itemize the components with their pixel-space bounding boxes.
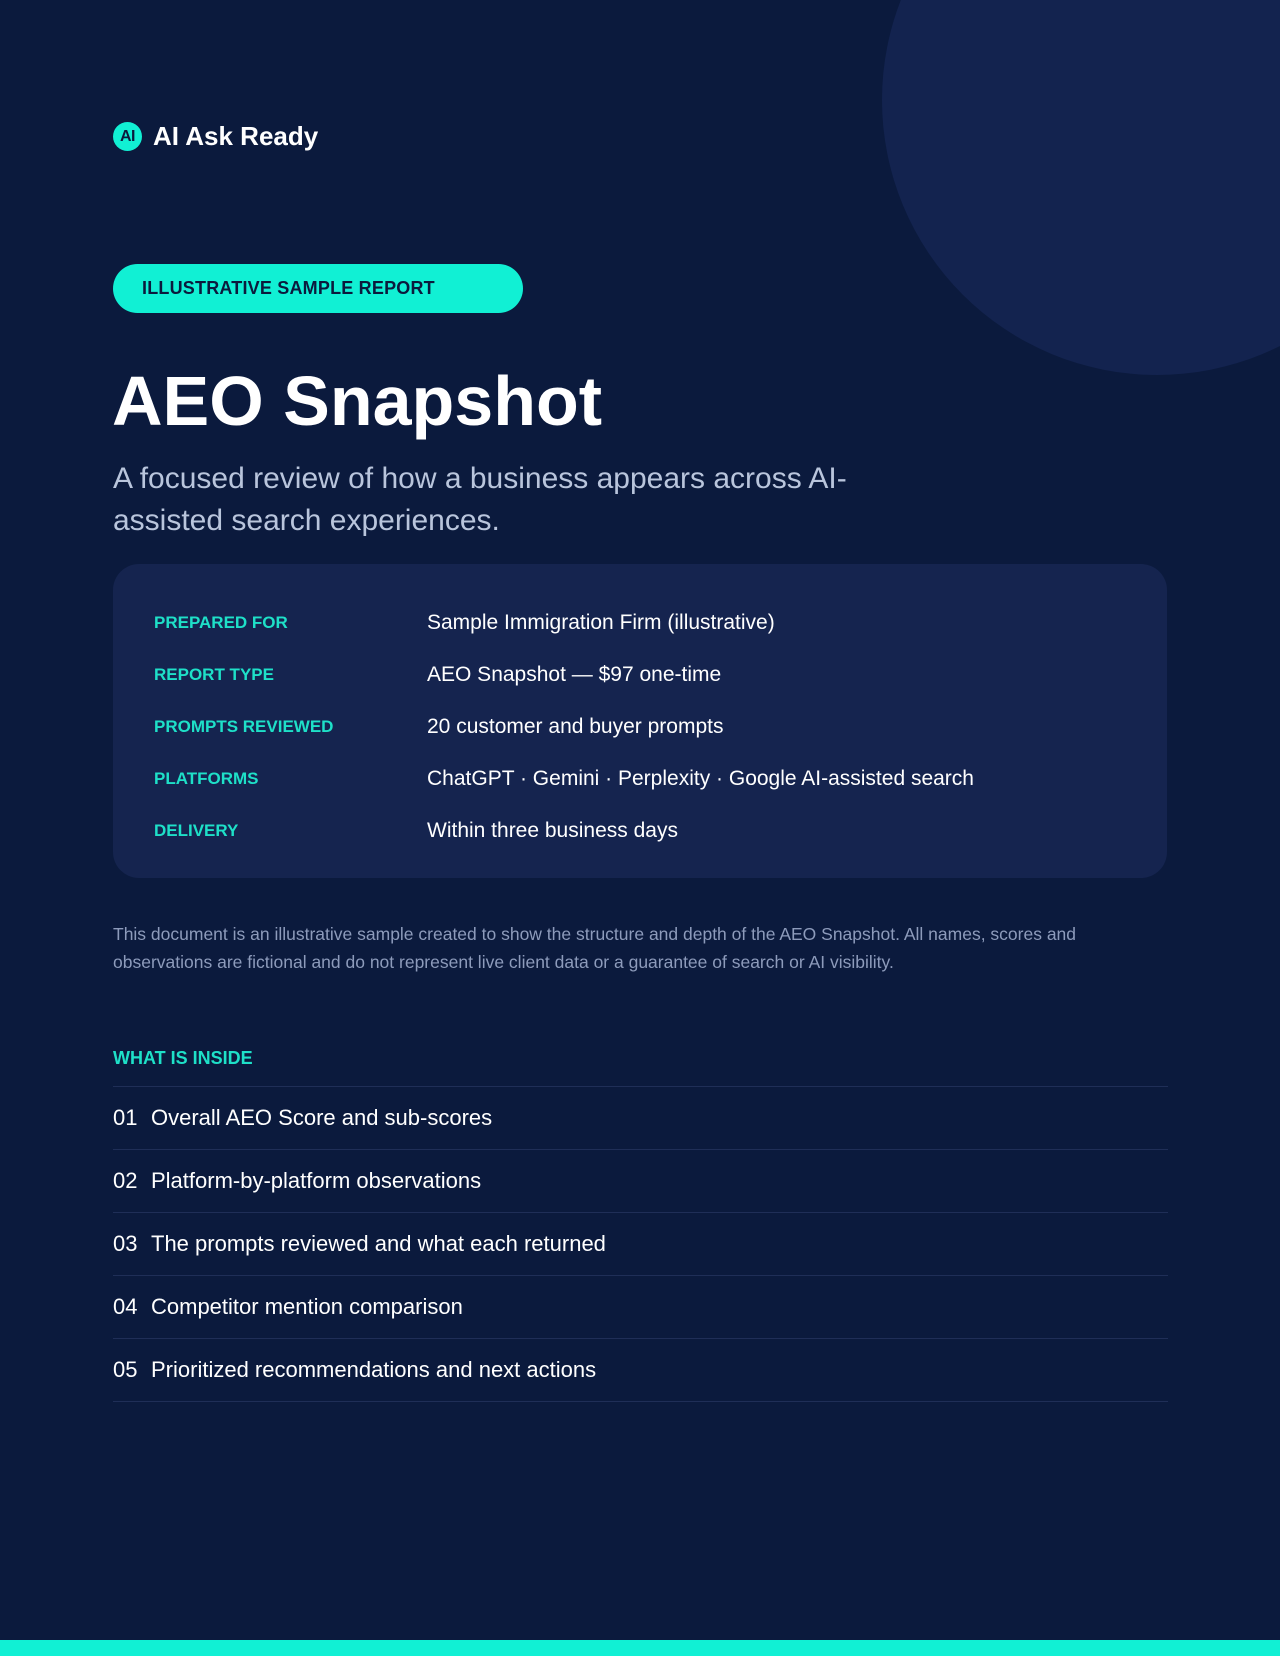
report-details-card bbox=[113, 564, 1167, 878]
list-item bbox=[113, 1339, 1168, 1402]
detail-label: PLATFORMS bbox=[154, 769, 259, 788]
detail-value: Sample Immigration Firm (illustrative) bbox=[427, 611, 775, 634]
detail-row-delivery bbox=[113, 805, 1167, 857]
list-item bbox=[113, 1150, 1168, 1213]
brand-logo-icon: AI bbox=[113, 122, 142, 151]
list-item-number: 05 bbox=[113, 1357, 138, 1382]
detail-label: DELIVERY bbox=[154, 821, 239, 840]
detail-value: Within three business days bbox=[427, 819, 678, 842]
detail-label: REPORT TYPE bbox=[154, 665, 274, 684]
sample-report-badge: ILLUSTRATIVE SAMPLE REPORT bbox=[113, 264, 523, 313]
list-item-text: Platform-by-platform observations bbox=[151, 1168, 482, 1193]
list-item-number: 03 bbox=[113, 1231, 138, 1256]
detail-row-prepared-for bbox=[113, 597, 1167, 649]
list-item-text: Overall AEO Score and sub-scores bbox=[151, 1105, 493, 1130]
list-item-text: The prompts reviewed and what each returned bbox=[151, 1231, 606, 1256]
detail-value: AEO Snapshot — $97 one-time bbox=[427, 663, 722, 686]
brand-name: AI Ask Ready bbox=[153, 121, 319, 151]
list-item bbox=[113, 1213, 1168, 1276]
list-item-text: Prioritized recommendations and next actions bbox=[151, 1357, 597, 1382]
page-title: AEO Snapshot bbox=[112, 362, 603, 440]
detail-value: 20 customer and buyer prompts bbox=[427, 715, 724, 738]
disclaimer-text: This document is an illustrative sample created to show the structure and depth of the AEO Snapshot. All names, scores and observations are fictional and do not represent live client data or a guarantee of search or AI visibility. bbox=[113, 924, 1077, 972]
section-heading-what-is-inside: WHAT IS INSIDE bbox=[113, 1048, 253, 1068]
list-item-number: 04 bbox=[113, 1294, 138, 1319]
list-item bbox=[113, 1087, 1168, 1150]
brand-header bbox=[113, 121, 318, 152]
detail-label: PROMPTS REVIEWED bbox=[154, 717, 334, 736]
detail-label: PREPARED FOR bbox=[154, 613, 288, 632]
list-item-number: 02 bbox=[113, 1168, 138, 1193]
accent-footer-bar bbox=[0, 1640, 1280, 1656]
detail-row-platforms bbox=[113, 753, 1167, 805]
list-item bbox=[113, 1276, 1168, 1339]
contents-list bbox=[113, 1086, 1168, 1402]
decorative-circle bbox=[882, 0, 1280, 375]
list-item-number: 01 bbox=[113, 1105, 138, 1130]
detail-row-report-type bbox=[113, 649, 1167, 701]
list-item-text: Competitor mention comparison bbox=[151, 1294, 463, 1319]
detail-row-prompts-reviewed bbox=[113, 701, 1167, 753]
detail-value: ChatGPT · Gemini · Perplexity · Google AI-assisted search bbox=[427, 767, 974, 790]
page-subtitle: A focused review of how a business appears across AI-assisted search experiences. bbox=[113, 462, 847, 537]
